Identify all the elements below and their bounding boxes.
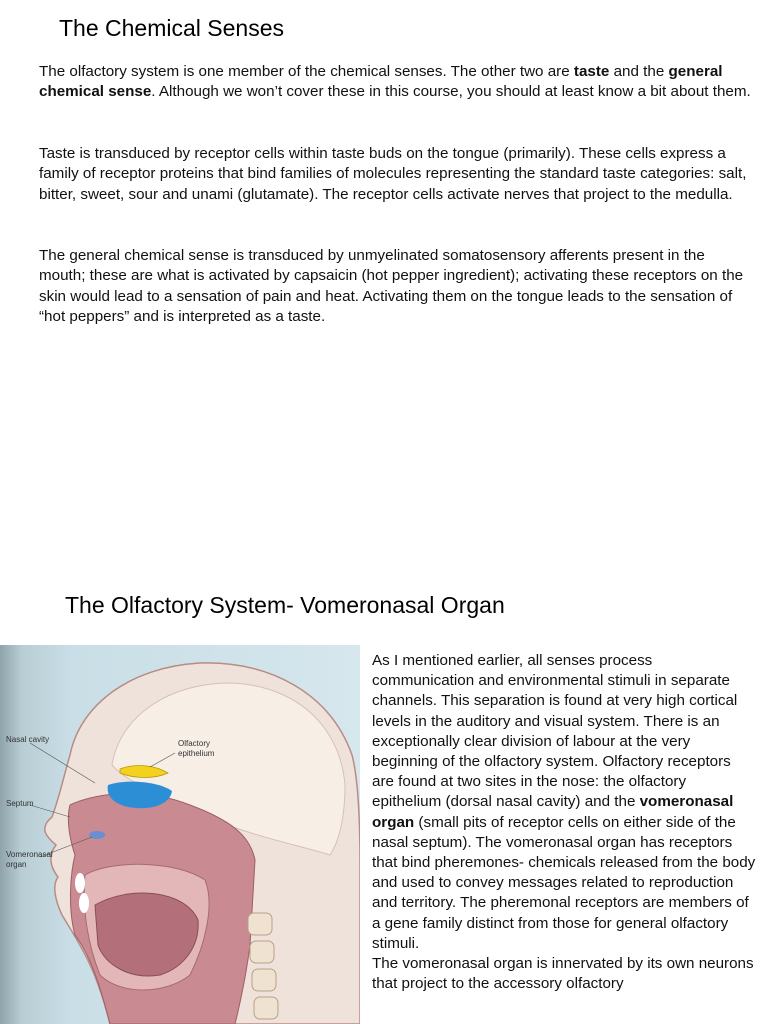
section-title: The Olfactory System- Vomeronasal Organ <box>65 592 505 618</box>
label-epithelium: epithelium <box>178 749 215 758</box>
intro-text-d: . Although we won’t cover these in this course, you should at least know a bit about them. <box>151 83 751 101</box>
page-title: The Chemical Senses <box>59 15 284 41</box>
vertebra-1 <box>248 913 272 935</box>
vertebra-2 <box>250 941 274 963</box>
lower-tooth <box>79 893 89 913</box>
intro-paragraph <box>39 62 751 103</box>
taste-paragraph: Taste is transduced by receptor cells within taste buds on the tongue (primarily). These cells express a family of receptor proteins that bind families of molecules representing the standard taste categories: salt, bitter, sweet, sour and unami (glutamate). The receptor cells activate nerves that project to the medulla. <box>39 145 747 203</box>
label-organ: organ <box>6 860 27 869</box>
intro-text-a: The olfactory system is one member of the chemical senses. The other two are <box>39 63 574 80</box>
head-sagittal-section-illustration <box>0 645 360 1024</box>
label-vomeronasal: Vomeronasal <box>6 850 53 859</box>
vomeronasal-organ-term: vomeronasal organ <box>372 793 734 831</box>
body-text-a: As I mentioned earlier, all senses process communication and environmental stimuli in separate channels. This separation is found at very high cortical levels in the auditory and visual system. There is an exceptionally clear division of labour at the very beginning of the olfactory system. Olfactory receptors are found at two sites in the nose: the olfactory epithelium (dorsal nasal cavity) and the <box>372 652 738 811</box>
vomeronasal-organ-highlight <box>89 831 105 839</box>
vomeronasal-body-text <box>372 651 756 994</box>
general-chemical-sense-paragraph: The general chemical sense is transduced by unmyelinated somatosensory afferents present in the mouth; these are what is activated by capsaicin (hot pepper ingredient); activating these receptors on the skin would lead to a sensation of pain and heat. Activating them on the tongue leads to the sensation of “hot peppers” and is interpreted as a taste. <box>39 247 744 326</box>
label-nasal-cavity: Nasal cavity <box>6 735 50 744</box>
label-olfactory: Olfactory <box>178 739 211 748</box>
body-text-b: (small pits of receptor cells on either side of the nasal septum). The vomeronasal organ has receptors that bind pheremones- chemicals released from the body and used to convey messages related to reproduction and territory. The pheremonal receptors are members of a gene family distinct from those for general olfactory stimuli. <box>372 813 756 952</box>
vertebra-4 <box>254 997 278 1019</box>
label-septum: Septum <box>6 799 34 808</box>
general-chemical-sense-term: general chemical sense <box>39 63 723 101</box>
upper-tooth <box>75 873 85 893</box>
body-text-c: The vomeronasal organ is innervated by its own neurons that project to the accessory olfactory <box>372 955 754 993</box>
vertebra-3 <box>252 969 276 991</box>
taste-term: taste <box>573 63 610 80</box>
anatomy-svg <box>0 645 360 1024</box>
intro-text-c: and the <box>609 63 669 80</box>
